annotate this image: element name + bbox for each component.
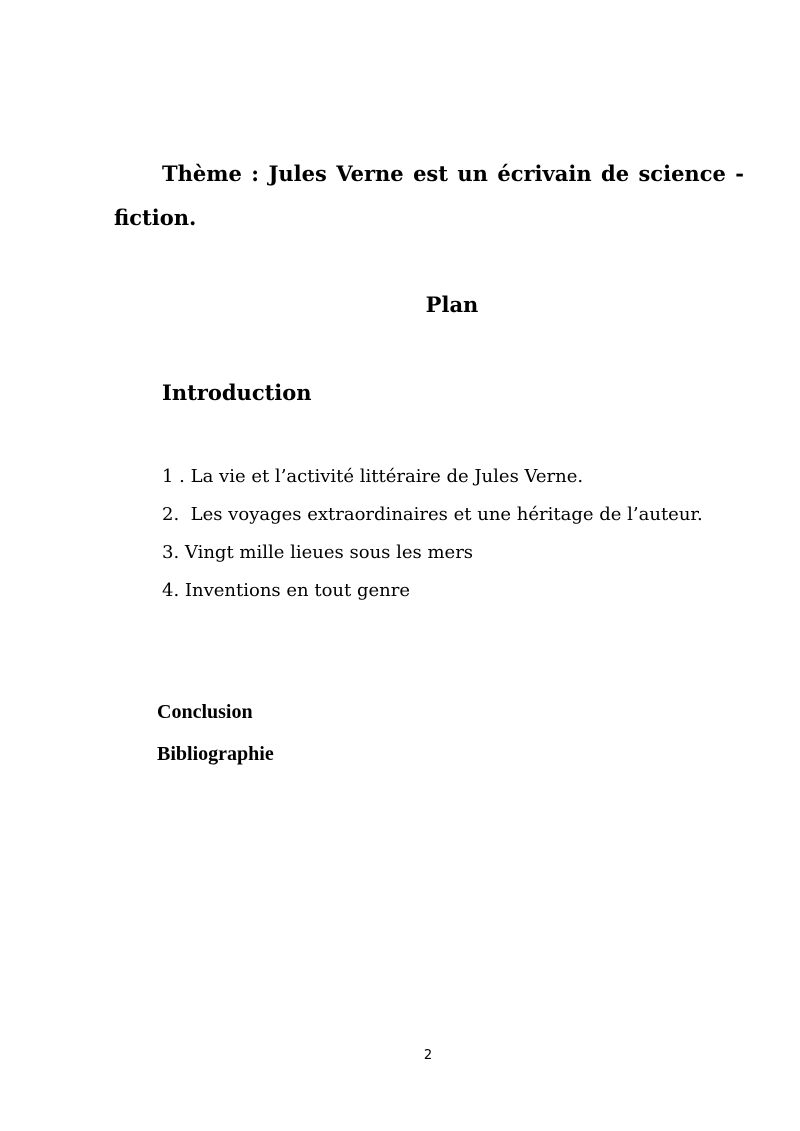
toc-item-3: 3. Vingt mille lieues sous les mers: [162, 542, 474, 563]
theme-text: Thème : Jules Verne est un écrivain de science - fiction.: [114, 161, 744, 230]
conclusion-heading: Conclusion: [157, 701, 253, 723]
toc-item-2: 2. Les voyages extraordinaires et une héritage de l’auteur.: [162, 504, 703, 525]
toc-item-1: 1 . La vie et l’activité littéraire de Jules Verne.: [162, 466, 584, 487]
table-of-contents: [162, 464, 703, 616]
toc-item-4: 4. Inventions en tout genre: [162, 580, 411, 601]
page-number: 2: [423, 1048, 433, 1063]
plan-heading: Plan: [425, 292, 479, 317]
bibliography-heading: Bibliographie: [157, 743, 274, 765]
introduction-heading: Introduction: [162, 380, 312, 405]
theme-paragraph: [114, 152, 744, 240]
